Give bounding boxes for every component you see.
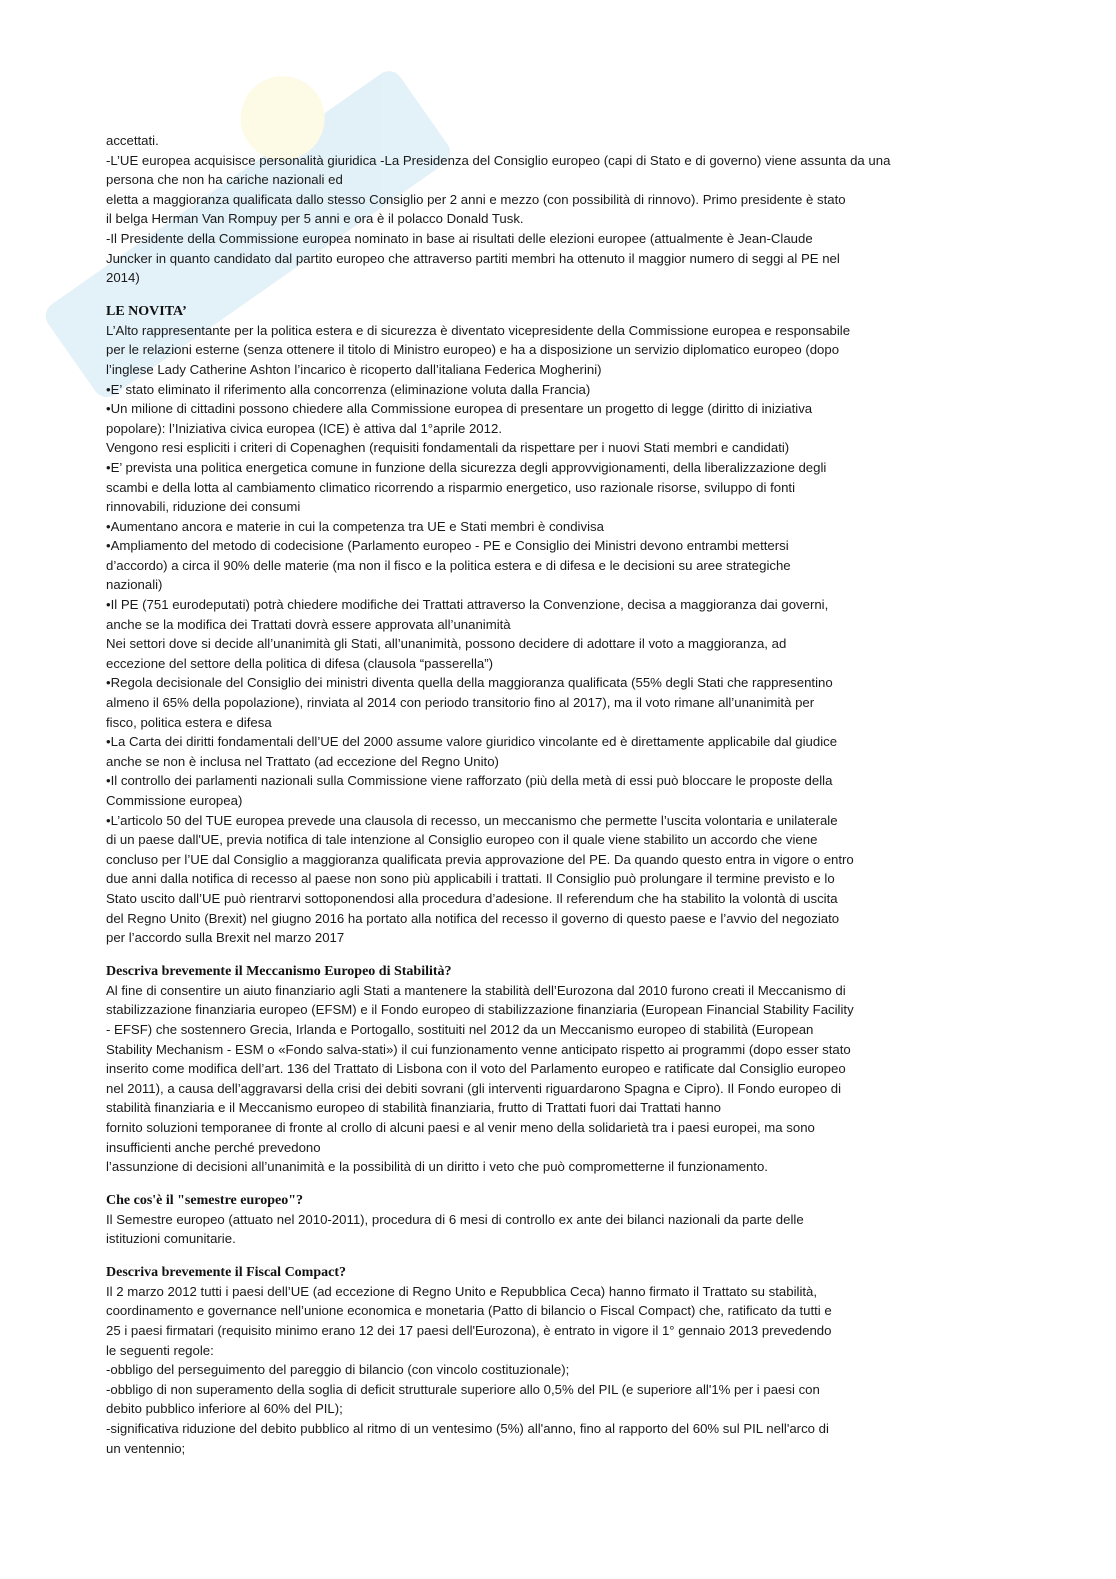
section-heading-semestre: Che cos'è il "semestre europeo"? xyxy=(106,1192,303,1208)
text-line: per l’accordo sulla Brexit nel marzo 2017 xyxy=(106,930,345,946)
text-line: •L’articolo 50 del TUE europea prevede una clausola di recesso, un meccanismo che permette l’uscita volontaria e unilaterale xyxy=(106,812,838,828)
text-line: stabilità finanziaria e il Meccanismo europeo di stabilità finanziaria, frutto di Trattati fuori dai Trattati hanno xyxy=(106,1100,722,1116)
text-line: •E’ prevista una politica energetica comune in funzione della sicurezza degli approvvigionamenti, della liberalizzazione degli xyxy=(106,459,827,475)
text-line: il belga Herman Van Rompuy per 5 anni e ora è il polacco Donald Tusk. xyxy=(106,211,524,227)
block-semestre xyxy=(106,1210,964,1249)
spacer xyxy=(106,1249,964,1264)
text-line: - EFSF) che sostennero Grecia, Irlanda e Portogallo, sostituiti nel 2012 da un Meccanismo europeo di stabilità (European xyxy=(106,1021,814,1037)
text-line: fisco, politica estera e difesa xyxy=(106,714,272,730)
text-line: •E’ stato eliminato il riferimento alla concorrenza (eliminazione voluta dalla Francia) xyxy=(106,381,591,397)
text-line: -Il Presidente della Commissione europea nominato in base ai risultati delle elezioni europee (attualmente è Jean-Claude xyxy=(106,230,813,246)
block-intro xyxy=(106,131,964,288)
block-novita xyxy=(106,321,964,948)
text-line: fornito soluzioni temporanee di fronte al crollo di alcuni paesi e al venir meno della solidarietà tra i paesi europei, ma sono xyxy=(106,1119,815,1135)
text-line: •Un milione di cittadini possono chiedere alla Commissione europea di presentare un progetto di legge (diritto di iniziativa xyxy=(106,401,813,417)
text-line: •Regola decisionale del Consiglio dei ministri diventa quella della maggioranza qualificata (55% degli Stati che rappresentino xyxy=(106,675,833,691)
text-line: rinnovabili, riduzione dei consumi xyxy=(106,499,301,515)
text-line: insufficienti anche perché prevedono xyxy=(106,1139,321,1155)
text-line: Stability Mechanism - ESM o «Fondo salva-stati») il cui funzionamento venne anticipato rispetto ai programmi (dopo esser stato xyxy=(106,1041,851,1057)
text-line: 2014) xyxy=(106,270,140,286)
text-line: le seguenti regole: xyxy=(106,1342,214,1358)
text-line: l’inglese Lady Catherine Ashton l’incarico è ricoperto dall’italiana Federica Mogherini) xyxy=(106,361,602,377)
text-line: Commissione europea) xyxy=(106,793,243,808)
text-line: concluso per l’UE dal Consiglio a maggioranza qualificata previa approvazione del PE. Da quando questo entra in vigore o entro xyxy=(106,851,854,867)
text-line: •Ampliamento del metodo di codecisione (Parlamento europeo - PE e Consiglio dei Ministri devono entrambi mettersi xyxy=(106,538,789,554)
spacer xyxy=(106,288,964,303)
document-page xyxy=(106,131,964,1458)
text-line: un ventennio; xyxy=(106,1440,186,1456)
text-line: eccezione del settore della politica di difesa (clausola “passerella”) xyxy=(106,655,494,671)
text-line: anche se non è inclusa nel Trattato (ad eccezione del Regno Unito) xyxy=(106,753,499,769)
section-heading-esm: Descriva brevemente il Meccanismo Europeo di Stabilità? xyxy=(106,963,452,979)
text-line: 25 i paesi firmatari (requisito minimo erano 12 dei 17 paesi dell'Eurozona), è entrato in vigore il 1° gennaio 2013 prevedendo xyxy=(106,1323,832,1339)
spacer xyxy=(106,948,964,963)
text-line: d’accordo) a circa il 90% delle materie (ma non il fisco e la politica estera e di difesa e le decisioni su aree strategiche xyxy=(106,557,791,573)
text-line: per le relazioni esterne (senza ottenere il titolo di Ministro europeo) e ha a disposizione un servizio diplomatico europeo (dopo xyxy=(106,342,840,358)
text-line: -significativa riduzione del debito pubblico al ritmo di un ventesimo (5%) all'anno, fino al rapporto del 60% sul PIL nell'arco di xyxy=(106,1421,829,1437)
text-line: due anni dalla notifica di recesso al paese non sono più applicabili i trattati. Il Consiglio può prolungare il termine previsto e lo xyxy=(106,871,835,887)
block-fiscal-compact xyxy=(106,1282,964,1458)
text-line: •Aumentano ancora e materie in cui la competenza tra UE e Stati membri è condivisa xyxy=(106,518,604,534)
text-line: -obbligo del perseguimento del pareggio di bilancio (con vincolo costituzionale); xyxy=(106,1362,570,1378)
text-line: l’assunzione di decisioni all’unanimità e la possibilità di un diritto i veto che può comprometterne il funzionamento. xyxy=(106,1159,768,1175)
text-line: nel 2011), a causa dell’aggravarsi della crisi dei debiti sovrani (gli interventi riguardarono Spagna e Cipro). Il Fondo europeo di xyxy=(106,1080,842,1096)
text-line: Stato uscito dall’UE può rientrarvi sottoponendosi alla procedura d’adesione. Il referendum che ha stabilito la volontà di uscita xyxy=(106,890,838,906)
text-line: popolare): l’Iniziativa civica europea (ICE) è attiva dal 1°aprile 2012. xyxy=(106,420,502,436)
text-line: scambi e della lotta al cambiamento climatico ricorrendo a risparmio energetico, uso razionale risorse, sviluppo di fonti xyxy=(106,479,796,495)
text-line: di un paese dall'UE, previa notifica di tale intenzione al Consiglio europeo con il quale viene stabilito un accordo che viene xyxy=(106,832,818,848)
text-line: •Il controllo dei parlamenti nazionali sulla Commissione viene rafforzato (più della metà di essi può bloccare le proposte della xyxy=(106,773,833,789)
text-line: nazionali) xyxy=(106,577,163,593)
section-heading-fiscal-compact: Descriva brevemente il Fiscal Compact? xyxy=(106,1264,347,1280)
text-line: persona che non ha cariche nazionali ed xyxy=(106,172,343,188)
section-heading-novita: LE NOVITA’ xyxy=(106,303,187,319)
text-line: Nei settori dove si decide all’unanimità gli Stati, all’unanimità, possono decidere di adottare il voto a maggioranza, ad xyxy=(106,636,787,652)
text-line: Juncker in quanto candidato dal partito europeo che attraverso partiti membri ha ottenuto il maggior numero di seggi al PE nel xyxy=(106,250,840,266)
text-line: inserito come modifica dell’art. 136 del Trattato di Lisbona con il voto del Parlamento europeo e ratificate dal Consiglio europeo xyxy=(106,1061,846,1077)
block-esm xyxy=(106,981,964,1177)
text-line: debito pubblico inferiore al 60% del PIL); xyxy=(106,1401,343,1417)
text-line: del Regno Unito (Brexit) nel giugno 2016 ha portato alla notifica del recesso il governo di questo paese e l’avvio del negoziato xyxy=(106,910,840,926)
text-line: -obbligo di non superamento della soglia di deficit strutturale superiore allo 0,5% del PIL (e superiore all'1% per i paesi con xyxy=(106,1381,820,1397)
text-line: Al fine di consentire un aiuto finanziario agli Stati a mantenere la stabilità dell’Eurozona dal 2010 furono creati il Meccanismo di xyxy=(106,982,846,998)
text-line: -L’UE europea acquisisce personalità giuridica -La Presidenza del Consiglio europeo (capi di Stato e di governo) viene assunta da una xyxy=(106,152,891,168)
text-line: stabilizzazione finanziaria europeo (EFSM) e il Fondo europeo di stabilizzazione finanziaria (European Financial Stability Facility xyxy=(106,1002,854,1018)
text-line: L’Alto rappresentante per la politica estera e di sicurezza è diventato vicepresidente della Commissione europea e responsabile xyxy=(106,322,851,338)
text-line: •Il PE (751 eurodeputati) potrà chiedere modifiche dei Trattati attraverso la Convenzione, decisa a maggioranza dai governi, xyxy=(106,597,829,613)
text-line: Il 2 marzo 2012 tutti i paesi dell’UE (ad eccezione di Regno Unito e Repubblica Ceca) hanno firmato il Trattato su stabilità, xyxy=(106,1283,818,1299)
text-line: istituzioni comunitarie. xyxy=(106,1231,236,1247)
text-line: accettati. xyxy=(106,133,159,148)
text-line: Il Semestre europeo (attuato nel 2010-2011), procedura di 6 mesi di controllo ex ante dei bilanci nazionali da parte delle xyxy=(106,1211,804,1227)
spacer xyxy=(106,1177,964,1192)
text-line: coordinamento e governance nell’unione economica e monetaria (Patto di bilancio o Fiscal Compact) che, ratificato da tutti e xyxy=(106,1303,832,1319)
text-line: •La Carta dei diritti fondamentali dell’UE del 2000 assume valore giuridico vincolante ed è direttamente applicabile dal giudice xyxy=(106,734,838,750)
text-line: eletta a maggioranza qualificata dallo stesso Consiglio per 2 anni e mezzo (con possibilità di rinnovo). Primo presidente è stato xyxy=(106,191,846,207)
text-line: Vengono resi espliciti i criteri di Copenaghen (requisiti fondamentali da rispettare per i nuovi Stati membri e candidati) xyxy=(106,440,790,456)
text-line: anche se la modifica dei Trattati dovrà essere approvata all’unanimità xyxy=(106,616,511,632)
text-line: almeno il 65% della popolazione), rinviata al 2014 con periodo transitorio fino al 2017), ma il voto rimane all’unanimità per xyxy=(106,695,815,711)
